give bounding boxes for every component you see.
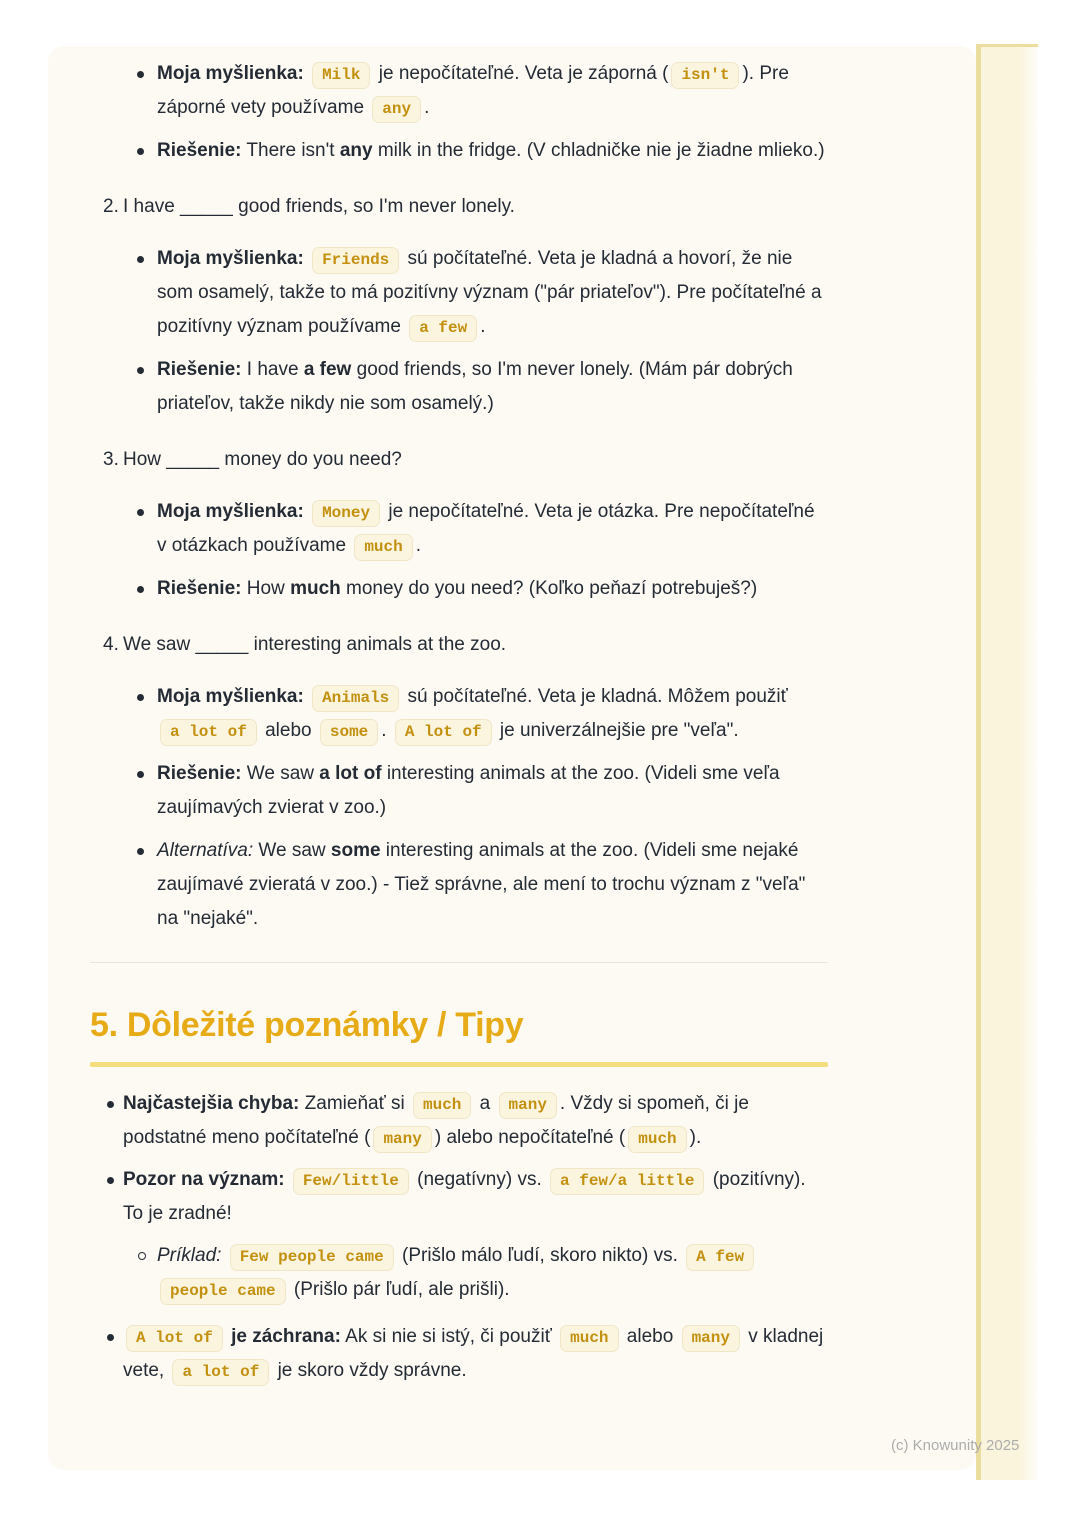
text-segment: milk in the fridge. (V chladničke nie je žiadne mlieko.) xyxy=(372,140,825,161)
text-segment: . xyxy=(480,316,486,337)
circle-bullet-icon xyxy=(138,1252,146,1260)
inline-code-chip: Money xyxy=(312,500,380,527)
text-segment: ). xyxy=(689,1127,702,1148)
text-segment: Riešenie: xyxy=(157,578,242,599)
item-text xyxy=(123,1320,828,1388)
text-segment: good friends, so I'm never lonely. (Mám pár dobrých priateľov, takže nikdy nie som osamelý.) xyxy=(157,359,799,414)
item-text xyxy=(157,1239,828,1307)
text-segment: Alternatíva: xyxy=(157,840,254,861)
item-text xyxy=(157,495,828,563)
list-item xyxy=(135,495,828,563)
list-item xyxy=(105,1163,828,1231)
bullet-icon xyxy=(137,848,144,855)
list-marker xyxy=(135,495,157,516)
inline-code-chip: A lot of xyxy=(126,1325,223,1352)
text-segment: There isn't xyxy=(241,140,340,161)
item-text xyxy=(123,443,828,477)
inline-code-chip: Few people came xyxy=(230,1244,394,1271)
text-segment: Riešenie: xyxy=(157,763,242,784)
item-text xyxy=(123,628,828,662)
text-segment: Moja myšlienka: xyxy=(157,686,310,707)
bullet-icon xyxy=(137,694,144,701)
item-text xyxy=(157,834,828,936)
text-segment: Moja myšlienka: xyxy=(157,501,310,522)
text-segment: ). Pre záporné vety používame xyxy=(157,63,795,118)
list-marker xyxy=(135,834,157,855)
text-segment: We saw xyxy=(241,763,320,784)
inline-code-chip: isn't xyxy=(671,62,739,89)
item-text xyxy=(157,134,828,168)
text-segment: . xyxy=(415,535,422,556)
item-text xyxy=(123,190,828,224)
text-segment: a few xyxy=(303,359,352,380)
list-number: 2. xyxy=(103,196,119,217)
list-marker xyxy=(105,1087,123,1108)
list-item xyxy=(135,242,828,344)
text-segment: some xyxy=(330,840,381,861)
inline-code-chip: many xyxy=(373,1126,431,1153)
text-segment: interesting animals at the zoo. (Videli sme nejaké zaujímavé zvieratá v zoo.) - Tiež správne, ale mení to trochu význam z "veľa" na "nejaké". xyxy=(157,840,811,929)
list-item xyxy=(137,1239,828,1307)
numbered-item xyxy=(103,628,828,662)
text-segment: (negatívny) vs. xyxy=(411,1169,548,1190)
list-item xyxy=(135,680,828,748)
list-marker xyxy=(135,242,157,263)
list-marker xyxy=(135,57,157,78)
list-item xyxy=(105,1320,828,1388)
text-segment: a lot of xyxy=(319,763,382,784)
next-page-edge xyxy=(976,44,1038,1480)
list-item xyxy=(135,757,828,825)
text-segment: Riešenie: xyxy=(157,140,242,161)
list-marker xyxy=(135,680,157,701)
bullet-icon xyxy=(137,586,144,593)
document-page-card xyxy=(48,46,976,1470)
text-segment: much xyxy=(290,578,341,599)
text-segment: je nepočítateľné. Veta je otázka. Pre nepočítateľné v otázkach používame xyxy=(157,501,820,556)
text-segment: We saw xyxy=(253,840,331,861)
inline-code-chip: much xyxy=(628,1126,686,1153)
text-segment: How xyxy=(241,578,291,599)
list-marker xyxy=(135,572,157,593)
item-text xyxy=(157,57,828,125)
text-segment: je skoro vždy správne. xyxy=(272,1360,467,1381)
text-segment: Pozor na význam: xyxy=(123,1169,290,1190)
text-segment: (pozitívny). To je zradné! xyxy=(123,1169,811,1224)
text-segment: interesting animals at the zoo. (Videli sme veľa zaujímavých zvierat v zoo.) xyxy=(157,763,785,818)
text-segment: a xyxy=(474,1093,496,1114)
text-segment: ) alebo nepočítateľné ( xyxy=(434,1127,626,1148)
inline-code-chip: A lot of xyxy=(395,719,492,746)
document-blocks xyxy=(90,57,828,1388)
text-segment: je nepočítateľné. Veta je záporná ( xyxy=(373,63,669,84)
inline-code-chip: much xyxy=(560,1325,618,1352)
item-text xyxy=(157,757,828,825)
bullet-icon xyxy=(107,1334,114,1341)
list-marker xyxy=(105,1163,123,1184)
watermark-text: (c) Knowunity 2025 xyxy=(891,1437,1020,1454)
bullet-icon xyxy=(137,771,144,778)
item-text xyxy=(123,1163,828,1231)
list-marker xyxy=(135,353,157,374)
inline-code-chip: much xyxy=(413,1092,471,1119)
text-segment: money do you need? (Koľko peňazí potrebuješ?) xyxy=(340,578,758,599)
inline-code-chip: a lot of xyxy=(172,1359,269,1386)
text-segment: I have xyxy=(241,359,304,380)
bullet-icon xyxy=(137,71,144,78)
inline-code-chip: Animals xyxy=(312,685,399,712)
text-segment: (Prišlo pár ľudí, ale prišli). xyxy=(288,1279,510,1300)
text-segment: Ak si nie si istý, či použiť xyxy=(340,1326,558,1347)
inline-code-chip: many xyxy=(682,1325,740,1352)
bullet-icon xyxy=(137,256,144,263)
list-number: 3. xyxy=(103,449,119,470)
text-segment: je záchrana: xyxy=(231,1326,341,1347)
inline-code-chip: a few/a little xyxy=(550,1168,704,1195)
text-segment: . xyxy=(381,720,392,741)
bullet-icon xyxy=(137,148,144,155)
text-segment: Riešenie: xyxy=(157,359,242,380)
inline-code-chip: much xyxy=(354,534,412,561)
list-item xyxy=(135,134,828,168)
text-segment: We saw _____ interesting animals at the zoo. xyxy=(123,634,507,655)
text-segment: I have _____ good friends, so I'm never lonely. xyxy=(123,196,515,217)
inline-code-chip: a few xyxy=(409,315,477,342)
list-marker xyxy=(105,1320,123,1341)
text-segment: Najčastejšia chyba: xyxy=(123,1093,300,1114)
bullet-icon xyxy=(107,1177,114,1184)
bullet-icon xyxy=(107,1101,114,1108)
inline-code-chip: a lot of xyxy=(160,719,257,746)
inline-code-chip: some xyxy=(320,719,378,746)
list-marker xyxy=(135,134,157,155)
text-segment: How _____ money do you need? xyxy=(123,449,402,470)
list-item xyxy=(135,353,828,421)
item-text xyxy=(157,680,828,748)
text-segment: alebo xyxy=(621,1326,679,1347)
item-text xyxy=(157,572,828,606)
text-segment: Moja myšlienka: xyxy=(157,248,310,269)
text-segment: . Vždy si spomeň, či je podstatné meno počítateľné ( xyxy=(123,1093,755,1148)
text-segment: sú počítateľné. Veta je kladná. Môžem použiť xyxy=(402,686,794,707)
text-segment: (Prišlo málo ľudí, skoro nikto) vs. xyxy=(396,1245,684,1266)
section-heading: 5. Dôležité poznámky / Tipy xyxy=(90,1006,524,1044)
text-segment: any xyxy=(339,140,373,161)
text-segment: Príklad: xyxy=(157,1245,227,1266)
numbered-item xyxy=(103,190,828,224)
document-content xyxy=(48,46,828,1388)
list-marker xyxy=(137,1239,157,1260)
list-item xyxy=(105,1087,828,1155)
item-text xyxy=(157,353,828,421)
list-marker xyxy=(135,757,157,778)
text-segment: Moja myšlienka: xyxy=(157,63,310,84)
inline-code-chip: many xyxy=(499,1092,557,1119)
numbered-item xyxy=(103,443,828,477)
inline-code-chip: Few/little xyxy=(293,1168,409,1195)
text-segment: v kladnej vete, xyxy=(123,1326,829,1381)
item-text xyxy=(157,242,828,344)
heading-underline xyxy=(90,1062,828,1067)
list-item xyxy=(135,834,828,936)
inline-code-chip: Milk xyxy=(312,62,370,89)
inline-code-chip: Friends xyxy=(312,247,399,274)
bullet-icon xyxy=(137,367,144,374)
inline-code-chip: A few xyxy=(686,1244,754,1271)
inline-code-chip: any xyxy=(372,96,421,123)
item-text xyxy=(123,1087,828,1155)
bullet-icon xyxy=(137,509,144,516)
text-segment: . xyxy=(424,97,430,118)
list-item xyxy=(135,57,828,125)
text-segment: Zamieňať si xyxy=(299,1093,410,1114)
text-segment: alebo xyxy=(259,720,317,741)
text-segment: sú počítateľné. Veta je kladná a hovorí, že nie som osamelý, takže to má pozitívny význam ("pár priateľov"). Pre počítateľné a pozitívny význam používame xyxy=(157,248,827,337)
text-segment: je univerzálnejšie pre "veľa". xyxy=(494,720,739,741)
inline-code-chip: people came xyxy=(160,1278,286,1305)
section-divider xyxy=(90,962,828,963)
list-number: 4. xyxy=(103,634,119,655)
list-item xyxy=(135,572,828,606)
